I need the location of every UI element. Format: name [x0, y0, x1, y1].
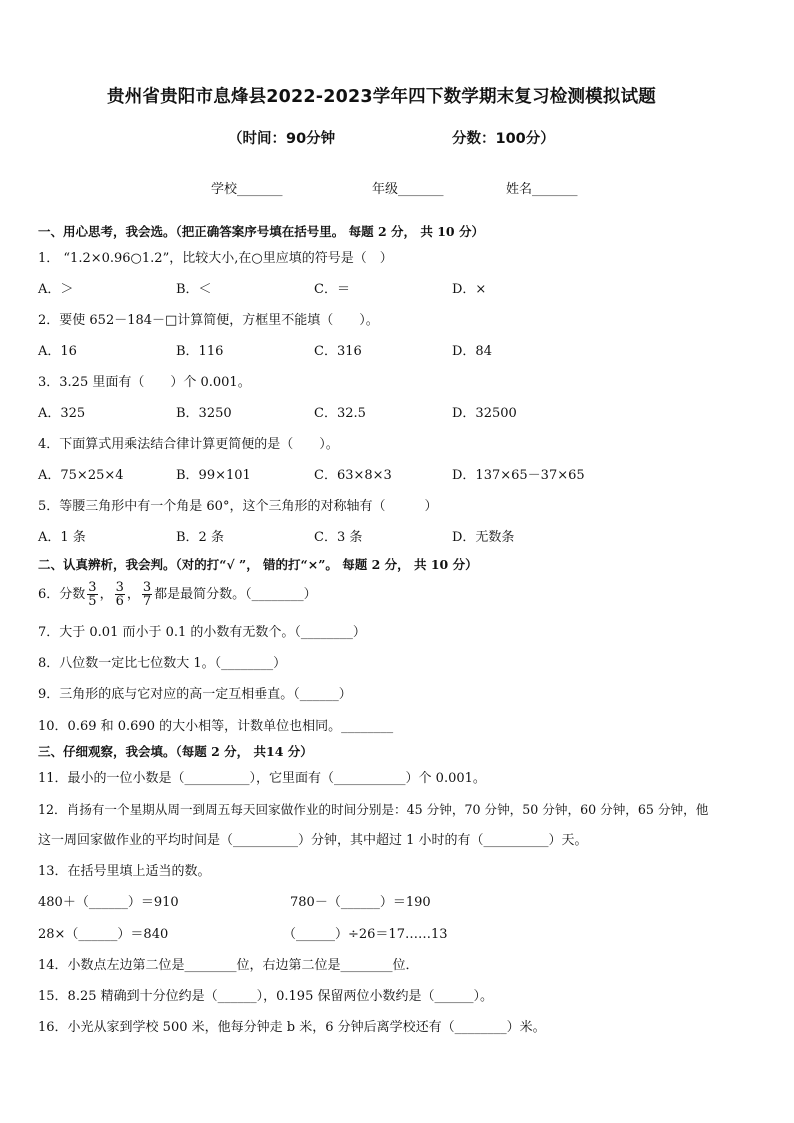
- q6-separator: ，: [126, 587, 140, 602]
- grade-field[interactable]: 年级_______: [372, 182, 444, 197]
- question-4: 4．下面算式用乘法结合律计算更简便的是（ ）。: [38, 437, 339, 452]
- question-6: [38, 580, 317, 610]
- question-16: 16．小光从家到学校 500 米，他每分钟走 b 米，6 分钟后离学校还有（________）米。: [38, 1020, 546, 1035]
- q3-option-d[interactable]: D．32500: [452, 406, 517, 421]
- q2-option-d[interactable]: D．84: [452, 344, 492, 359]
- q5-option-c[interactable]: C．3 条: [314, 530, 363, 545]
- q5-option-a[interactable]: A．1 条: [38, 530, 86, 545]
- q3-option-b[interactable]: B．3250: [176, 406, 232, 421]
- q4-option-b[interactable]: B．99×101: [176, 468, 251, 483]
- question-7: 7．大于 0.01 而小于 0.1 的小数有无数个。（________）: [38, 625, 366, 640]
- q1-option-b[interactable]: B．＜: [176, 282, 212, 297]
- q6-prefix: 6．分数: [38, 587, 86, 602]
- question-2: 2．要使 652－184－□计算简便，方框里不能填（ ）。: [38, 313, 379, 328]
- q5-option-d[interactable]: D．无数条: [452, 530, 515, 545]
- question-5: 5．等腰三角形中有一个角是 60°，这个三角形的对称轴有（ ）: [38, 499, 438, 514]
- q3-option-c[interactable]: C．32.5: [314, 406, 366, 421]
- question-13-c: 28×（______）＝840: [38, 927, 169, 942]
- question-13-d: （______）÷26＝17……13: [283, 927, 448, 942]
- question-1: 1． “1.2×0.96○1.2”，比较大小,在○里应填的符号是（ ）: [38, 251, 393, 266]
- q6-suffix: 都是最简分数。（________）: [154, 587, 317, 602]
- exam-title: 贵州省贵阳市息烽县2022-2023学年四下数学期末复习检测模拟试题: [107, 87, 656, 107]
- section-heading-1: 一、用心思考，我会选。（把正确答案序号填在括号里。 每题 2 分， 共 10 分）: [38, 224, 484, 239]
- question-8: 8．八位数一定比七位数大 1。（________）: [38, 656, 287, 671]
- exam-time: （时间：90分钟: [228, 131, 336, 147]
- fraction-denominator: 7: [142, 594, 152, 609]
- q2-option-b[interactable]: B．116: [176, 344, 224, 359]
- q1-option-d[interactable]: D．×: [452, 282, 487, 297]
- q4-option-d[interactable]: D．137×65－37×65: [452, 468, 585, 483]
- question-13-b: 780－（______）＝190: [290, 895, 431, 910]
- question-13-a: 480＋（______）＝910: [38, 895, 179, 910]
- name-field[interactable]: 姓名_______: [506, 182, 578, 197]
- fraction-3-6: [115, 581, 125, 608]
- question-9: 9．三角形的底与它对应的高一定互相垂直。（______）: [38, 687, 352, 702]
- question-3: 3．3.25 里面有（ ）个 0.001。: [38, 375, 251, 390]
- fraction-3-5: [87, 581, 97, 608]
- q2-option-c[interactable]: C．316: [314, 344, 362, 359]
- q1-option-a[interactable]: A．＞: [38, 282, 74, 297]
- fraction-numerator: 3: [115, 580, 124, 595]
- question-15: 15．8.25 精确到十分位约是（______），0.195 保留两位小数约是（______）。: [38, 989, 493, 1004]
- section-heading-3: 三、仔细观察，我会填。（每题 2 分， 共14 分）: [38, 744, 313, 759]
- fraction-denominator: 5: [88, 594, 97, 609]
- question-10: 10．0.69 和 0.690 的大小相等，计数单位也相同。________: [38, 719, 394, 734]
- q4-option-c[interactable]: C．63×8×3: [314, 468, 392, 483]
- fraction-denominator: 6: [115, 594, 124, 609]
- q4-option-a[interactable]: A．75×25×4: [38, 468, 124, 483]
- question-12-line-2: 这一周回家做作业的平均时间是（__________）分钟，其中超过 1 小时的有（__________）天。: [38, 833, 588, 848]
- fraction-numerator: 3: [142, 580, 152, 595]
- school-field[interactable]: 学校_______: [211, 182, 283, 197]
- section-heading-2: 二、认真辨析，我会判。（对的打“√ ”， 错的打“×”。 每题 2 分， 共 10 分）: [38, 557, 478, 572]
- fraction-numerator: 3: [88, 580, 97, 595]
- question-14: 14．小数点左边第二位是________位，右边第二位是________位．: [38, 958, 419, 973]
- q6-separator: ，: [99, 587, 113, 602]
- q3-option-a[interactable]: A．325: [38, 406, 86, 421]
- q2-option-a[interactable]: A．16: [38, 344, 77, 359]
- fraction-3-7: [142, 581, 152, 608]
- question-12-line-1: 12．肖扬有一个星期从周一到周五每天回家做作业的时间分别是：45 分钟，70 分钟，50 分钟，60 分钟，65 分钟，他: [38, 802, 709, 817]
- question-11: 11．最小的一位小数是（__________），它里面有（___________）个 0.001。: [38, 771, 486, 786]
- q5-option-b[interactable]: B．2 条: [176, 530, 224, 545]
- question-13: 13．在括号里填上适当的数。: [38, 864, 211, 879]
- q1-option-c[interactable]: C．＝: [314, 282, 350, 297]
- exam-score: 分数：100分）: [452, 131, 555, 147]
